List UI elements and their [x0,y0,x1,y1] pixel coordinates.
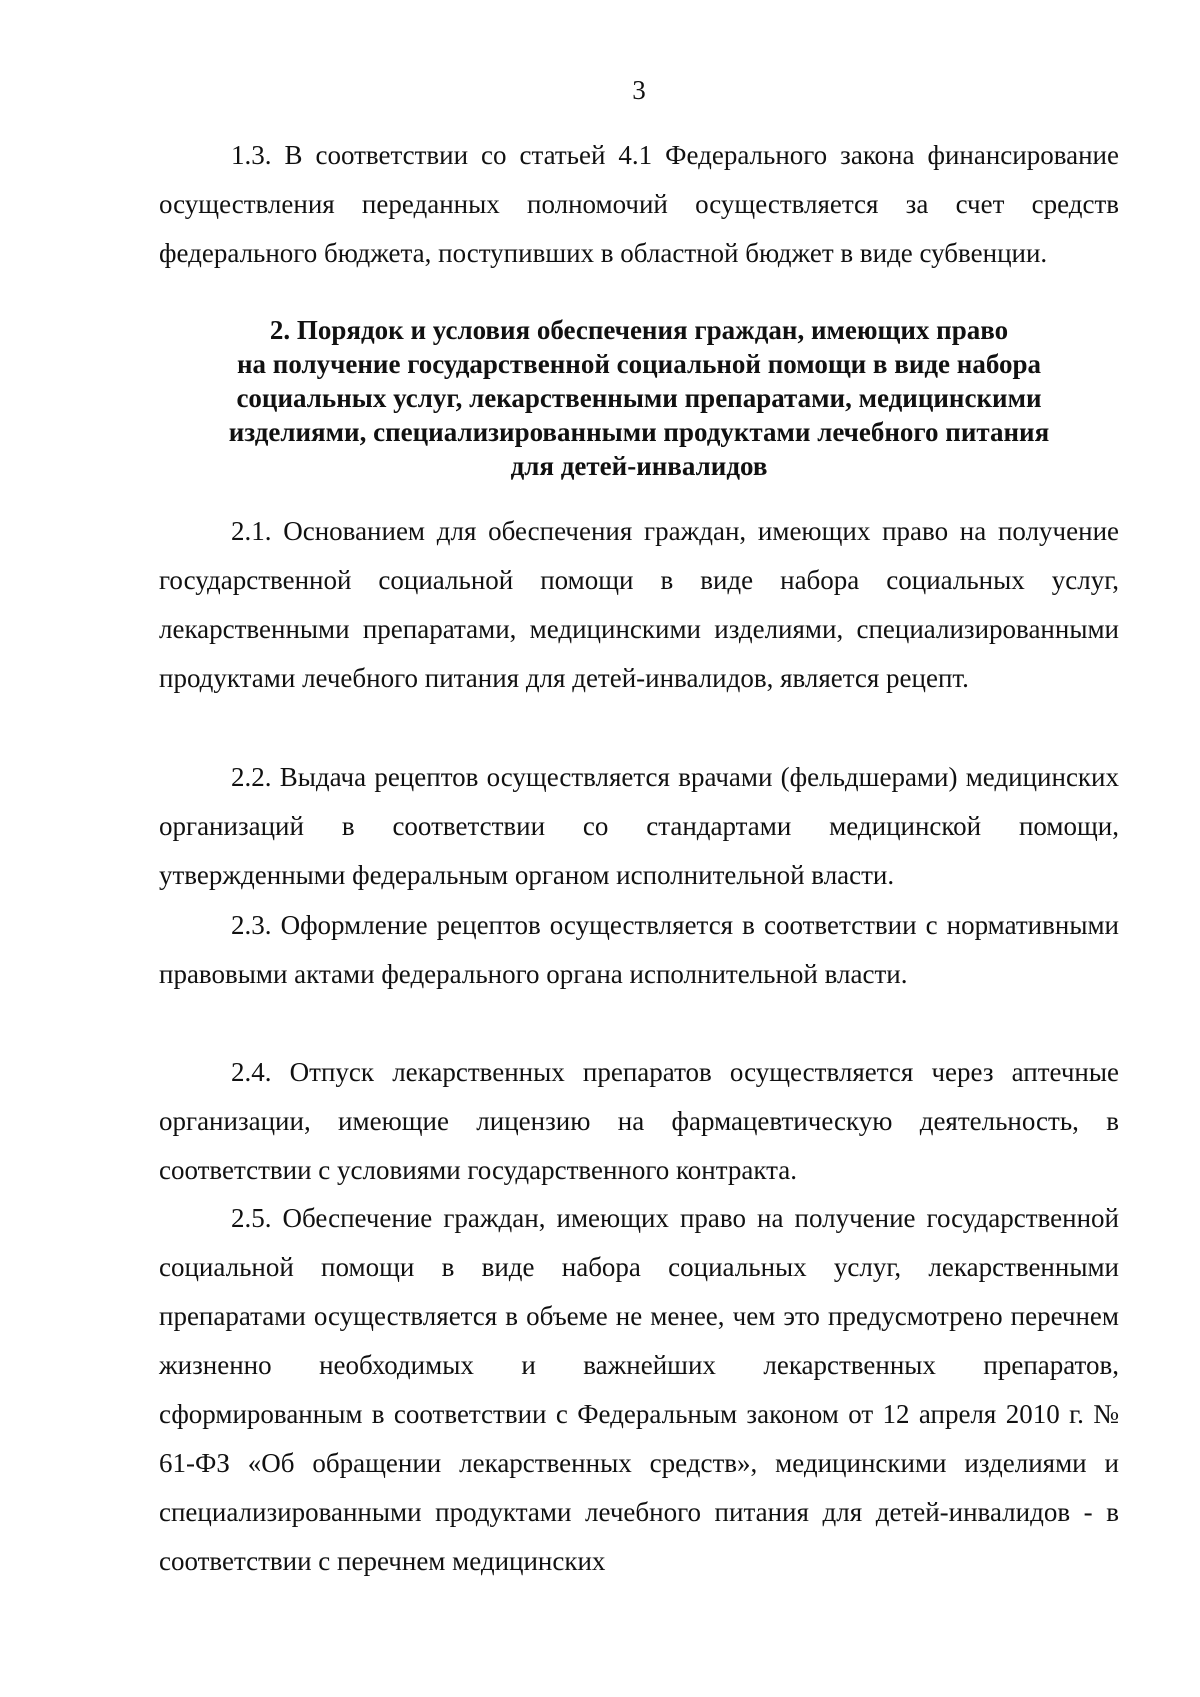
section-heading-line: 2. Порядок и условия обеспечения граждан, имеющих право [269,315,1009,345]
page-number: 3 [632,75,646,105]
paragraph-1-3: 1.3. В соответствии со статьей 4.1 Федерального закона финансирование осуществления переданных полномочий осуществляется за счет средств федерального бюджета, поступивших в областной бюджет в виде субвенции. [159,140,1119,268]
paragraph-2-1: 2.1. Основанием для обеспечения граждан, имеющих право на получение государственной социальной помощи в виде набора социальных услуг, лекарственными препаратами, медицинскими изделиями, специализированными продуктами лечебного питания для детей-инвалидов, является рецепт. [159,516,1119,693]
section-heading-line: социальных услуг, лекарственными препаратами, медицинскими [236,383,1042,413]
section-heading-line: для детей-инвалидов [510,451,768,481]
paragraph-2-5: 2.5. Обеспечение граждан, имеющих право на получение государственной социальной помощи в виде набора социальных услуг, лекарственными препаратами осуществляется в объеме не менее, чем это предусмотрено перечнем жизненно необходимых и важнейших лекарственных препаратов, сформированным в соответствии с Федеральным законом от 12 апреля 2010 г. № 61-ФЗ «Об обращении лекарственных средств», медицинскими изделиями и специализированными продуктами лечебного питания для детей-инвалидов - в соответствии с перечнем медицинских [159,1203,1119,1576]
section-heading-line: изделиями, специализированными продуктами лечебного питания [228,417,1050,447]
section-heading-line: на получение государственной социальной помощи в виде набора [236,349,1041,379]
paragraph-2-4: 2.4. Отпуск лекарственных препаратов осуществляется через аптечные организации, имеющие лицензию на фармацевтическую деятельность, в соответствии с условиями государственного контракта. [159,1057,1119,1185]
paragraph-2-2: 2.2. Выдача рецептов осуществляется врачами (фельдшерами) медицинских организаций в соответствии со стандартами медицинской помощи, утвержденными федеральным органом исполнительной власти. [159,762,1119,890]
paragraph-2-3: 2.3. Оформление рецептов осуществляется в соответствии с нормативными правовыми актами федерального органа исполнительной власти. [159,910,1119,989]
section-heading [159,313,1119,483]
